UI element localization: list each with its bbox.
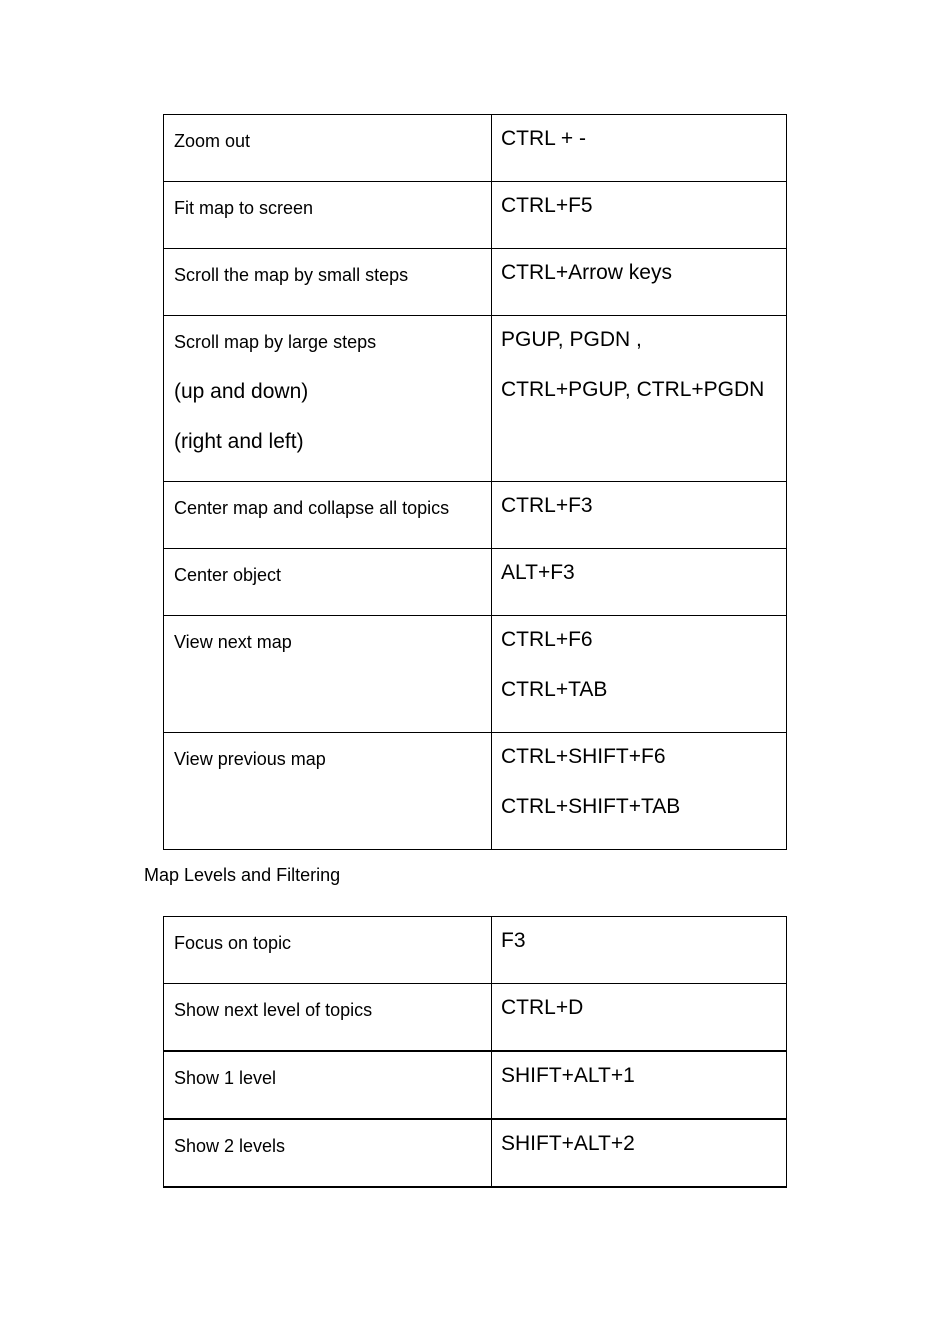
action-cell: [164, 984, 492, 1052]
action-label: Center map and collapse all topics: [174, 498, 450, 518]
action-cell: [164, 115, 492, 182]
table-row: [164, 733, 787, 850]
table-row: [164, 917, 787, 984]
action-cell: [164, 616, 492, 733]
action-cell: [164, 1119, 492, 1187]
shortcut-keys: SHIFT+ALT+2: [501, 1132, 635, 1155]
action-label: Fit map to screen: [174, 198, 314, 218]
shortcut-cell: [492, 316, 787, 482]
shortcut-keys: CTRL+D: [501, 996, 584, 1019]
shortcut-keys: PGUP, PGDN ,: [501, 328, 642, 351]
action-label-detail: (up and down): [174, 380, 309, 403]
table-row: [164, 1051, 787, 1119]
action-cell: [164, 1051, 492, 1119]
action-cell: [164, 482, 492, 549]
action-label: Focus on topic: [174, 933, 292, 953]
action-label: Zoom out: [174, 131, 251, 151]
shortcut-keys: CTRL+F5: [501, 194, 593, 217]
action-label: Show 1 level: [174, 1068, 277, 1088]
section-heading: Map Levels and Filtering: [144, 865, 341, 885]
shortcut-keys: CTRL + -: [501, 127, 586, 150]
table-row: [164, 249, 787, 316]
table-row: [164, 616, 787, 733]
table-row: [164, 316, 787, 482]
shortcut-cell: [492, 182, 787, 249]
table-row: [164, 182, 787, 249]
action-cell: [164, 316, 492, 482]
shortcut-cell: [492, 984, 787, 1052]
action-label: Center object: [174, 565, 282, 585]
shortcut-keys: CTRL+F6: [501, 628, 593, 651]
action-label: View next map: [174, 632, 292, 652]
action-cell: [164, 249, 492, 316]
action-label: Show next level of topics: [174, 1000, 373, 1020]
shortcut-keys: CTRL+PGUP, CTRL+PGDN: [501, 378, 765, 401]
table-row: [164, 549, 787, 616]
action-label: View previous map: [174, 749, 326, 769]
shortcut-cell: [492, 549, 787, 616]
shortcut-keys: CTRL+Arrow keys: [501, 261, 672, 284]
shortcut-keys: CTRL+TAB: [501, 678, 608, 701]
table-row: [164, 1119, 787, 1187]
shortcut-keys: CTRL+SHIFT+F6: [501, 745, 666, 768]
shortcut-cell: [492, 616, 787, 733]
action-cell: [164, 917, 492, 984]
table-row: [164, 482, 787, 549]
table-row: [164, 984, 787, 1052]
table-row: [164, 115, 787, 182]
action-cell: [164, 182, 492, 249]
shortcut-cell: [492, 482, 787, 549]
action-label-detail: (right and left): [174, 430, 304, 453]
shortcut-cell: [492, 1051, 787, 1119]
shortcut-keys: ALT+F3: [501, 561, 575, 584]
action-cell: [164, 733, 492, 850]
shortcut-cell: [492, 249, 787, 316]
shortcut-cell: [492, 917, 787, 984]
action-label: Scroll map by large steps: [174, 332, 377, 352]
action-label: Scroll the map by small steps: [174, 265, 409, 285]
action-label: Show 2 levels: [174, 1136, 286, 1156]
shortcut-keys: CTRL+SHIFT+TAB: [501, 795, 681, 818]
navigation-shortcuts-table: [163, 114, 787, 850]
shortcut-cell: [492, 733, 787, 850]
shortcut-cell: [492, 1119, 787, 1187]
map-levels-shortcuts-table: [163, 916, 787, 1188]
shortcut-cell: [492, 115, 787, 182]
action-cell: [164, 549, 492, 616]
shortcut-keys: SHIFT+ALT+1: [501, 1064, 635, 1087]
shortcut-keys: F3: [501, 929, 526, 952]
shortcut-keys: CTRL+F3: [501, 494, 593, 517]
